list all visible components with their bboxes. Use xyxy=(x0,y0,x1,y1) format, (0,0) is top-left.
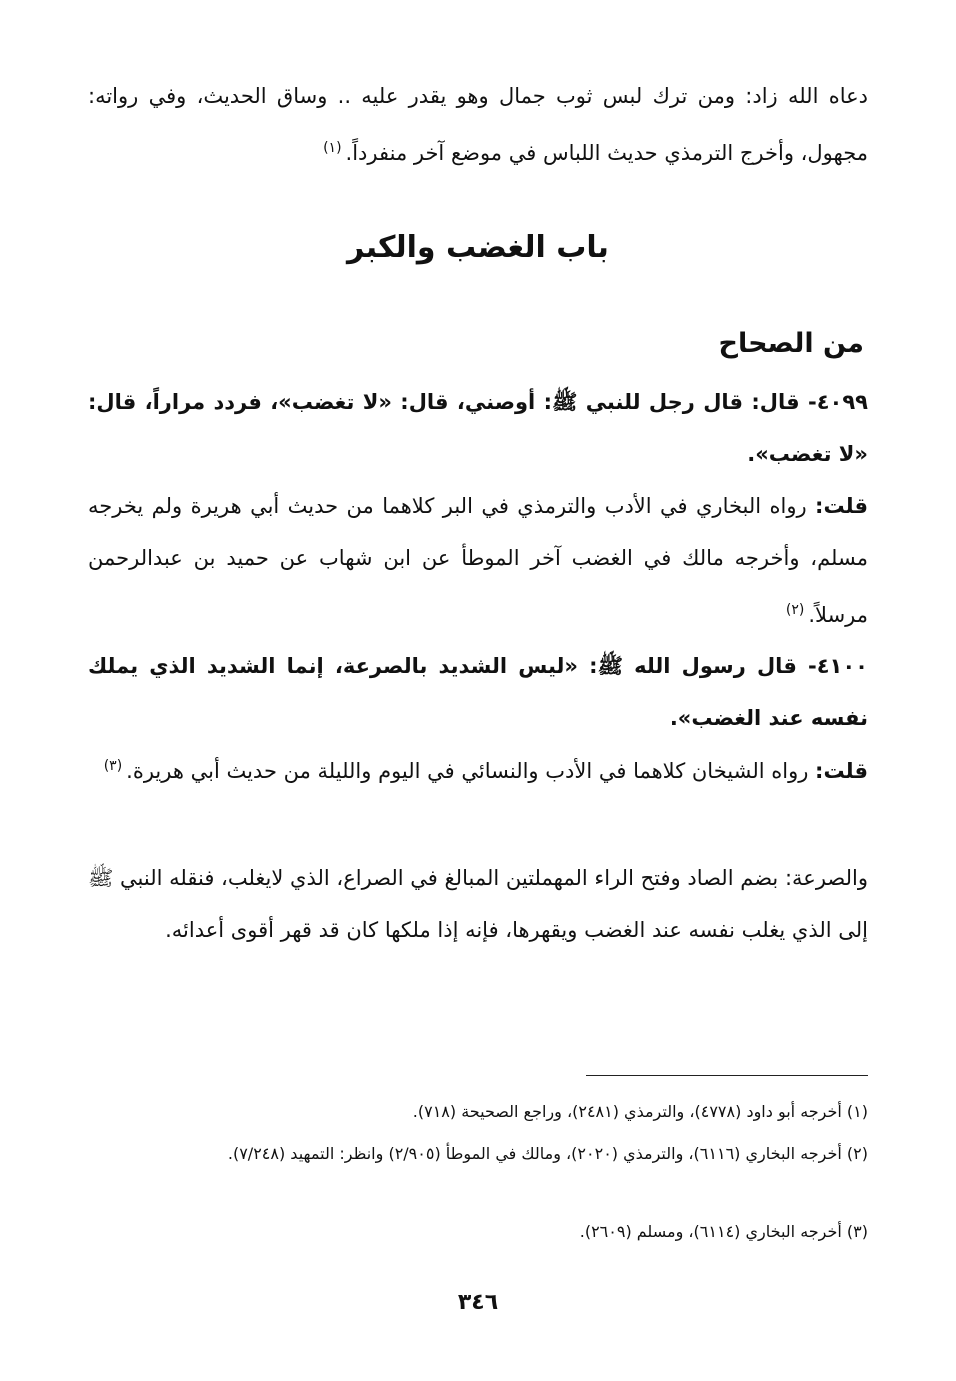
hadith-4099-text: ٤٠٩٩- قال: قال رجل للنبي ﷺ: أوصني، قال: «لا تغضب»، فردد مراراً، قال: «لا تغضب». xyxy=(88,390,868,466)
comment-4100-label: قلت: xyxy=(815,759,868,783)
hadith-4100-text: ٤١٠٠- قال رسول الله ﷺ: «ليس الشديد بالصرعة، إنما الشديد الذي يملك نفسه عند الغضب». xyxy=(88,654,868,730)
footnote-ref-2: (٢) xyxy=(785,602,805,618)
section-title: من الصحاح xyxy=(718,328,864,359)
footnote-3: (٣) أخرجه البخاري (٦١١٤)، ومسلم (٢٦٠٩). xyxy=(579,1222,868,1241)
intro-paragraph xyxy=(88,70,868,179)
footnote-1: (١) أخرجه أبو داود (٤٧٧٨)، والترمذي (٢٤٨١)، وراجع الصحيحة (٧١٨). xyxy=(412,1102,868,1121)
hadith-4100 xyxy=(88,640,868,744)
hadith-4099 xyxy=(88,376,868,480)
comment-4100 xyxy=(88,740,868,797)
footnote-ref-1: (١) xyxy=(323,140,342,156)
explanation-text: والصرعة: بضم الصاد وفتح الراء المهملتين المبالغ في الصراع، الذي لايغلب، فنقله النبي ﷺ إلى الذي يغلب نفسه عند الغضب ويقهرها، فإنه إذا ملكها كان قد قهر أقوى أعدائه. xyxy=(88,866,868,942)
footnote-ref-3: (٣) xyxy=(103,758,123,774)
comment-4099-label: قلت: xyxy=(815,494,868,518)
comment-4099 xyxy=(88,480,868,641)
footnote-2: (٢) أخرجه البخاري (٦١١٦)، والترمذي (٢٠٢٠)، ومالك في الموطأ (٢/٩٠٥) وانظر: التمهيد (٧/٢٤٨). xyxy=(227,1144,868,1163)
chapter-title: باب الغضب والكبر xyxy=(347,230,609,265)
footnote-divider xyxy=(586,1075,868,1076)
comment-4100-text: رواه الشيخان كلاهما في الأدب والنسائي في اليوم والليلة من حديث أبي هريرة. xyxy=(126,759,809,783)
comment-4099-text: رواه البخاري في الأدب والترمذي في البر كلاهما من حديث أبي هريرة ولم يخرجه مسلم، وأخرجه مالك في الغضب آخر الموطأ عن ابن شهاب عن حميد بن عبدالرحمن مرسلاً. xyxy=(88,494,868,627)
intro-line-2: مجهول، وأخرج الترمذي حديث اللباس في موضع آخر منفرداً. xyxy=(345,141,868,165)
page-number: ٣٤٦ xyxy=(457,1290,499,1315)
explanation-paragraph xyxy=(88,852,868,956)
intro-line-1: دعاه الله زاد: ومن ترك لبس ثوب جمال وهو يقدر عليه .. وساق الحديث، وفي رواته: xyxy=(88,84,868,108)
